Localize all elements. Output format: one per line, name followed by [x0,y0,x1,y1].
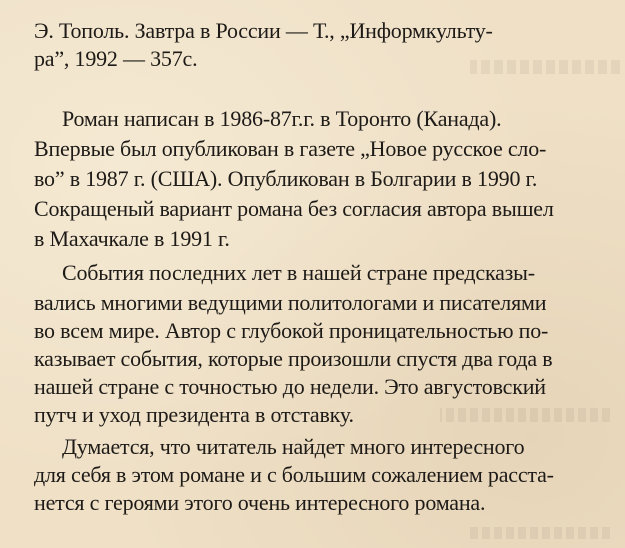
paragraph-line: Впервые был опубликован в газете „Новое русское сло- [34,136,547,161]
paragraph-line: нется с героями этого очень интересного романа. [34,490,486,515]
show-through-print [470,527,610,539]
paragraph-line: в Махачкале в 1991 г. [34,226,230,251]
paragraph-line: События последних лет в нашей стране предсказы- [62,260,535,285]
paragraph-line: Думается, что читатель найдет много интересного [62,434,525,459]
show-through-print [470,60,620,74]
citation-line: ра”, 1992 — 357с. [34,46,198,71]
citation-line: Э. Тополь. Завтра в России — Т., „Информкульту- [34,18,493,43]
paragraph-line: Сокращеный вариант романа без согласия автора вышел [34,196,554,221]
paragraph-line: вались многими ведущими политологами и писателями [34,290,547,315]
paragraph-line: нашей стране с точностью до недели. Это августовский [34,374,546,399]
paragraph-line: во” в 1987 г. (США). Опубликован в Болгарии в 1990 г. [34,166,538,191]
paragraph-line: для себя в этом романе и с большим сожалением расста- [34,462,554,487]
show-through-print [440,408,610,422]
paragraph-line: Роман написан в 1986-87г.г. в Торонто (Канада). [62,106,502,131]
paragraph-line: во всем мире. Автор с глубокой проницательностью по- [34,318,549,343]
paragraph-line: казывает события, которые произошли спустя два года в [34,346,553,371]
paragraph-line: путч и уход президента в отставку. [34,402,354,427]
